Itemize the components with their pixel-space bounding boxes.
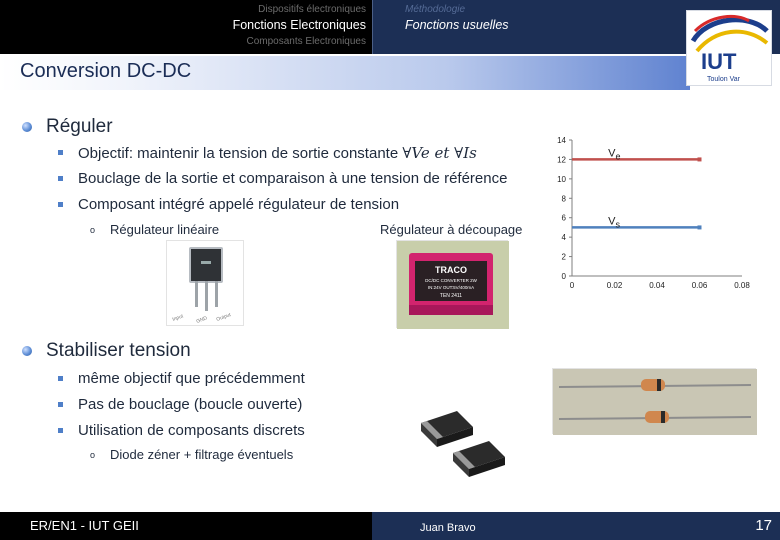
traco-line3: TEN 2411 [439,293,463,299]
x-tick-label: 0 [569,281,575,290]
logo-subtext: Toulon Var [707,76,740,83]
header-course-current: Fonctions Electroniques [232,18,366,32]
zener-diode-image [552,368,756,434]
bullet-composant: Composant intégré appelé régulateur de tension [78,196,400,213]
series-label-vs: $V_s$ [608,215,620,230]
bullet-objectif-text: Objectif: maintenir la tension de sortie constante [78,145,403,162]
header-course-category: Dispositifs électroniques [258,4,366,15]
header-divider [372,0,373,54]
bullet-dot [22,346,32,356]
header-section-category: Méthodologie [405,4,466,15]
bullet-dot [22,122,32,132]
y-tick-label: 0 [561,272,566,281]
bullet-square [58,428,63,433]
logo-text: IUT [701,49,737,74]
traco-brand: TRACO [435,265,467,275]
voltage-chart [538,130,770,295]
series-end-marker-vs [698,225,702,229]
x-tick-label: 0.02 [606,281,623,290]
y-tick-label: 4 [561,233,566,243]
bullet-square [58,402,63,407]
x-tick-label: 0.04 [649,281,665,290]
y-tick-label: 8 [561,194,566,204]
bullet-composants-discrets: Utilisation de composants discrets [78,422,305,439]
section-heading-stabiliser: Stabiliser tension [46,340,191,361]
y-tick-label: 2 [561,252,566,262]
iut-logo [686,10,772,86]
header-course-next: Composants Electroniques [246,36,366,47]
x-tick-label: 0.06 [691,281,708,290]
linear-regulator-image [166,240,244,326]
slide-title: Conversion DC-DC [20,60,192,82]
bullet-bouclage: Bouclage de la sortie et comparaison à une tension de référence [78,170,508,187]
sub-bullet-zener: Diode zéner + filtrage éventuels [110,447,294,462]
series-end-marker-ve [698,157,702,161]
y-tick-label: 14 [557,136,566,145]
bullet-boucle-ouverte: Pas de bouclage (boucle ouverte) [78,396,303,413]
sub-label-decoupage: Régulateur à découpage [380,222,523,237]
header-section-current: Fonctions usuelles [405,18,509,32]
bullet-objectif-math: ∀Ve et ∀Is [402,144,477,162]
y-tick-label: 10 [557,174,566,184]
svg-text:GND: GND [195,315,209,325]
y-tick-label: 12 [557,155,566,165]
page-number: 17 [755,517,772,534]
sub-bullet-circle: o [90,450,96,460]
bullet-square [58,202,63,207]
svg-text:Output: Output [215,312,232,323]
smd-diode-image [412,392,512,480]
bullet-meme-objectif: même objectif que précédemment [78,370,305,387]
x-tick-label: 0.08 [734,281,750,290]
bullet-square [58,376,63,381]
bullet-square [58,176,63,181]
svg-text:Input: Input [171,313,185,323]
section-heading-reguler: Réguler [46,116,113,137]
footer-course: ER/EN1 - IUT GEII [30,518,139,533]
switching-converter-image [396,240,508,328]
traco-line2: IN:24V OUT:5V/400mA [427,285,475,290]
series-label-ve: $V_e$ [608,147,621,162]
sub-bullet-lineaire: Régulateur linéaire [110,222,220,237]
bullet-square [58,150,63,155]
traco-line1: DC/DC CONVERTER 2W [425,278,477,283]
sub-bullet-circle: o [90,225,96,235]
footer-author: Juan Bravo [420,522,476,534]
y-tick-label: 6 [561,213,566,223]
bullet-objectif [78,144,477,162]
